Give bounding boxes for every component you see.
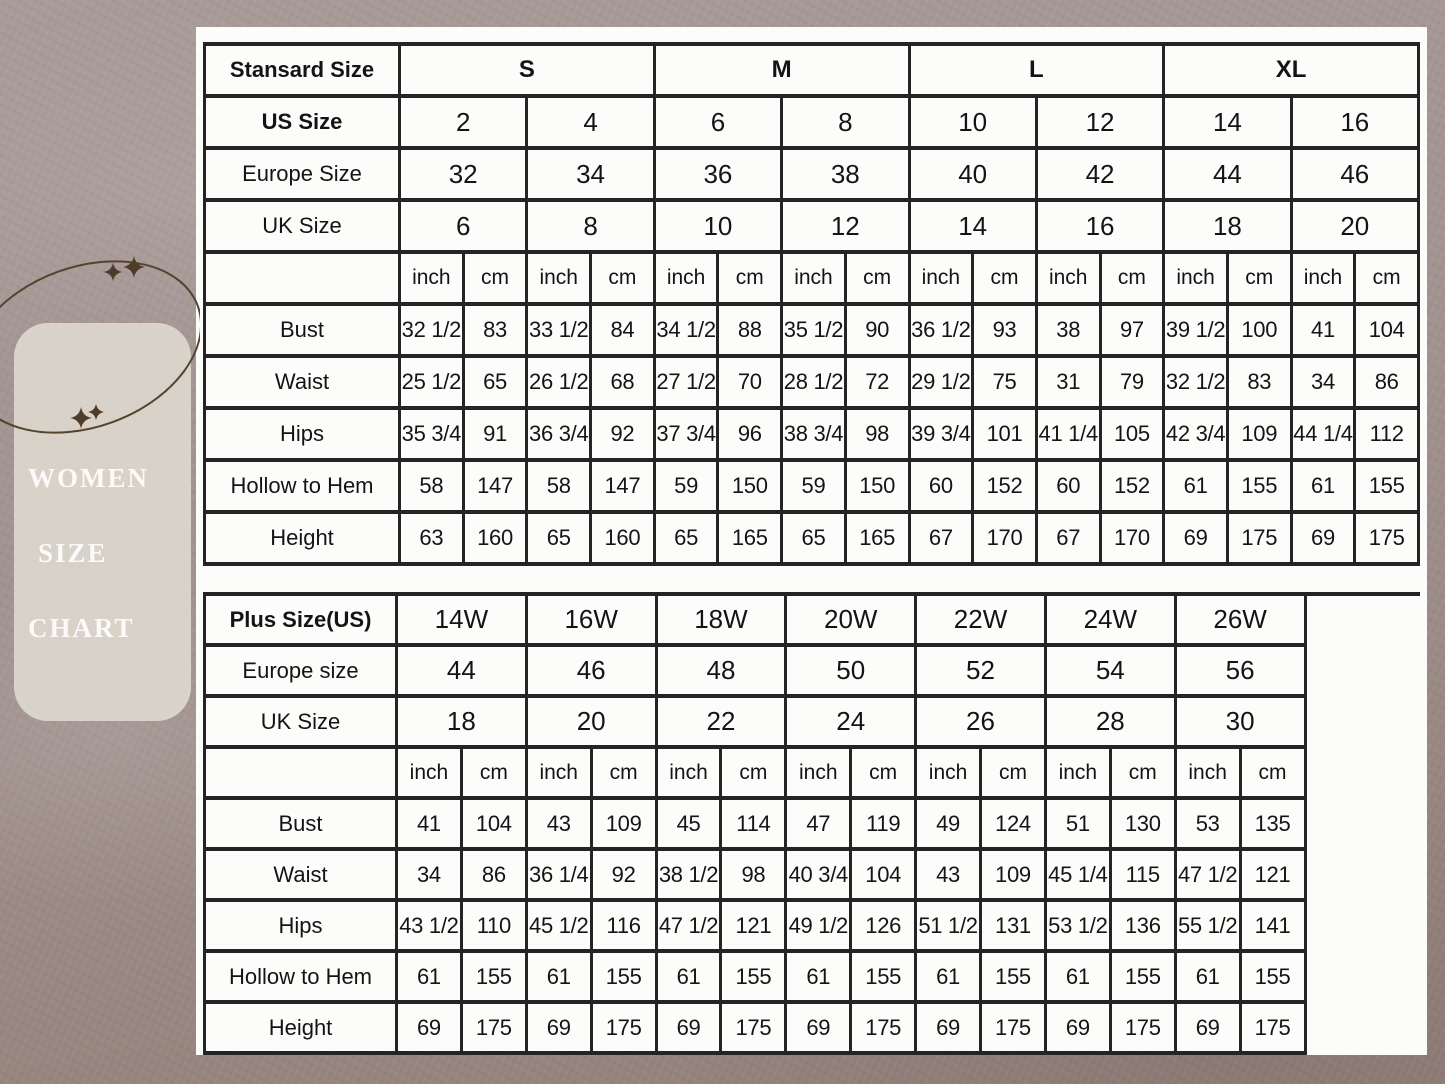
size-value-cell: 14: [909, 200, 1036, 252]
size-value-cell: 44: [1164, 148, 1291, 200]
unit-header-cm: cm: [721, 747, 786, 798]
size-value-cell: 20: [526, 696, 656, 747]
measure-value-cell: 38: [1036, 304, 1100, 356]
unit-header-cm: cm: [1110, 747, 1175, 798]
measure-value-cell: 98: [721, 849, 786, 900]
sparkle-icon: [104, 263, 123, 282]
measure-value-cell: 86: [461, 849, 526, 900]
measure-value-cell: 34 1/2: [654, 304, 718, 356]
measure-value-cell: 155: [981, 951, 1046, 1002]
measure-value-cell: 109: [591, 798, 656, 849]
measure-value-cell: 112: [1355, 408, 1419, 460]
size-value-cell: 22: [656, 696, 786, 747]
measure-value-cell: 31: [1036, 356, 1100, 408]
row-label: Height: [205, 512, 400, 564]
measure-value-cell: 92: [591, 849, 656, 900]
unit-header-cm: cm: [591, 252, 655, 304]
measure-value-cell: 47 1/2: [1175, 849, 1240, 900]
measure-value-cell: 58: [400, 460, 464, 512]
measure-value-cell: 44 1/4: [1291, 408, 1355, 460]
measure-value-cell: 35 3/4: [400, 408, 464, 460]
measure-value-cell: 79: [1100, 356, 1164, 408]
size-value-cell: 2: [400, 96, 527, 148]
measure-value-cell: 155: [591, 951, 656, 1002]
measure-value-cell: 152: [1100, 460, 1164, 512]
size-value-cell: 34: [527, 148, 654, 200]
plus-size-header: 14W: [397, 594, 527, 645]
unit-header-inch: inch: [397, 747, 462, 798]
measure-value-cell: 63: [400, 512, 464, 564]
measure-value-cell: 49 1/2: [786, 900, 851, 951]
measure-value-cell: 39 1/2: [1164, 304, 1228, 356]
measure-value-cell: 83: [1227, 356, 1291, 408]
empty-region: [1305, 594, 1420, 1053]
row-label: Hollow to Hem: [205, 951, 397, 1002]
measure-value-cell: 170: [1100, 512, 1164, 564]
measure-value-cell: 34: [1291, 356, 1355, 408]
measure-value-cell: 116: [591, 900, 656, 951]
measure-value-cell: 47: [786, 798, 851, 849]
measure-value-cell: 32 1/2: [400, 304, 464, 356]
row-label: UK Size: [205, 696, 397, 747]
unit-header-inch: inch: [527, 252, 591, 304]
measure-value-cell: 84: [591, 304, 655, 356]
measure-value-cell: 69: [1164, 512, 1228, 564]
measure-value-cell: 69: [916, 1002, 981, 1053]
measure-value-cell: 69: [786, 1002, 851, 1053]
measure-value-cell: 175: [1227, 512, 1291, 564]
unit-header-cm: cm: [1227, 252, 1291, 304]
measure-value-cell: 147: [463, 460, 527, 512]
measure-value-cell: 175: [721, 1002, 786, 1053]
measure-value-cell: 109: [981, 849, 1046, 900]
measure-value-cell: 69: [1291, 512, 1355, 564]
size-group-header: XL: [1164, 44, 1419, 96]
measure-value-cell: 61: [1164, 460, 1228, 512]
size-value-cell: 20: [1291, 200, 1418, 252]
unit-header-cm: cm: [718, 252, 782, 304]
measure-value-cell: 104: [1355, 304, 1419, 356]
measure-value-cell: 105: [1100, 408, 1164, 460]
measure-value-cell: 90: [845, 304, 909, 356]
unit-header-inch: inch: [654, 252, 718, 304]
size-value-cell: 46: [1291, 148, 1418, 200]
measure-value-cell: 155: [721, 951, 786, 1002]
measure-value-cell: 60: [909, 460, 973, 512]
size-value-cell: 16: [1291, 96, 1418, 148]
title-card: [14, 323, 191, 721]
unit-header-cm: cm: [1100, 252, 1164, 304]
size-value-cell: 6: [400, 200, 527, 252]
size-value-cell: 26: [916, 696, 1046, 747]
unit-header-inch: inch: [1164, 252, 1228, 304]
measure-value-cell: 69: [1045, 1002, 1110, 1053]
measure-value-cell: 170: [973, 512, 1037, 564]
measure-value-cell: 43: [916, 849, 981, 900]
measure-value-cell: 88: [718, 304, 782, 356]
size-value-cell: 42: [1036, 148, 1163, 200]
measure-value-cell: 175: [851, 1002, 916, 1053]
size-value-cell: 50: [786, 645, 916, 696]
title-line-chart: CHART: [28, 613, 135, 643]
measure-value-cell: 101: [973, 408, 1037, 460]
measure-value-cell: 93: [973, 304, 1037, 356]
unit-header-inch: inch: [909, 252, 973, 304]
measure-value-cell: 121: [1240, 849, 1305, 900]
measure-value-cell: 175: [1355, 512, 1419, 564]
measure-value-cell: 55 1/2: [1175, 900, 1240, 951]
size-value-cell: 8: [527, 200, 654, 252]
unit-header-cm: cm: [591, 747, 656, 798]
measure-value-cell: 59: [782, 460, 846, 512]
unit-header-cm: cm: [973, 252, 1037, 304]
size-value-cell: 38: [782, 148, 909, 200]
size-value-cell: 12: [1036, 96, 1163, 148]
size-value-cell: 36: [654, 148, 781, 200]
row-label: Hips: [205, 408, 400, 460]
size-value-cell: 24: [786, 696, 916, 747]
measure-value-cell: 147: [591, 460, 655, 512]
measure-value-cell: 165: [845, 512, 909, 564]
measure-value-cell: 175: [1110, 1002, 1175, 1053]
measure-value-cell: 53: [1175, 798, 1240, 849]
row-label: Waist: [205, 356, 400, 408]
size-value-cell: 4: [527, 96, 654, 148]
measure-value-cell: 43 1/2: [397, 900, 462, 951]
measure-value-cell: 40 3/4: [786, 849, 851, 900]
measure-value-cell: 65: [782, 512, 846, 564]
measure-value-cell: 29 1/2: [909, 356, 973, 408]
row-label: UK Size: [205, 200, 400, 252]
row-label: Height: [205, 1002, 397, 1053]
measure-value-cell: 68: [591, 356, 655, 408]
measure-value-cell: 69: [526, 1002, 591, 1053]
measure-value-cell: 25 1/2: [400, 356, 464, 408]
measure-value-cell: 36 3/4: [527, 408, 591, 460]
measure-value-cell: 67: [1036, 512, 1100, 564]
size-value-cell: 8: [782, 96, 909, 148]
measure-value-cell: 65: [654, 512, 718, 564]
corner-label: Stansard Size: [205, 44, 400, 96]
row-label-empty: [205, 252, 400, 304]
unit-header-cm: cm: [463, 252, 527, 304]
plus-size-header: 16W: [526, 594, 656, 645]
measure-value-cell: 61: [916, 951, 981, 1002]
unit-header-inch: inch: [1045, 747, 1110, 798]
row-label: US Size: [205, 96, 400, 148]
measure-value-cell: 160: [463, 512, 527, 564]
measure-value-cell: 150: [845, 460, 909, 512]
measure-value-cell: 65: [463, 356, 527, 408]
plus-size-header: 22W: [916, 594, 1046, 645]
size-value-cell: 14: [1164, 96, 1291, 148]
row-label: Bust: [205, 798, 397, 849]
size-value-cell: 48: [656, 645, 786, 696]
measure-value-cell: 135: [1240, 798, 1305, 849]
row-label: Bust: [205, 304, 400, 356]
measure-value-cell: 43: [526, 798, 591, 849]
measure-value-cell: 61: [1045, 951, 1110, 1002]
measure-value-cell: 86: [1355, 356, 1419, 408]
page-title: [28, 441, 178, 666]
row-label: Waist: [205, 849, 397, 900]
unit-header-cm: cm: [851, 747, 916, 798]
measure-value-cell: 61: [656, 951, 721, 1002]
measure-value-cell: 131: [981, 900, 1046, 951]
unit-header-inch: inch: [526, 747, 591, 798]
measure-value-cell: 155: [1110, 951, 1175, 1002]
size-value-cell: 56: [1175, 645, 1305, 696]
row-label: Europe size: [205, 645, 397, 696]
measure-value-cell: 175: [591, 1002, 656, 1053]
measure-value-cell: 109: [1227, 408, 1291, 460]
measure-value-cell: 155: [1355, 460, 1419, 512]
measure-value-cell: 175: [981, 1002, 1046, 1053]
measure-value-cell: 83: [463, 304, 527, 356]
measure-value-cell: 36 1/4: [526, 849, 591, 900]
measure-value-cell: 141: [1240, 900, 1305, 951]
measure-value-cell: 72: [845, 356, 909, 408]
measure-value-cell: 155: [461, 951, 526, 1002]
standard-size-table: [203, 42, 1420, 566]
measure-value-cell: 96: [718, 408, 782, 460]
row-label: Hollow to Hem: [205, 460, 400, 512]
measure-value-cell: 26 1/2: [527, 356, 591, 408]
measure-value-cell: 130: [1110, 798, 1175, 849]
plus-size-header: 24W: [1045, 594, 1175, 645]
measure-value-cell: 61: [786, 951, 851, 1002]
measure-value-cell: 39 3/4: [909, 408, 973, 460]
measure-value-cell: 36 1/2: [909, 304, 973, 356]
measure-value-cell: 126: [851, 900, 916, 951]
size-value-cell: 6: [654, 96, 781, 148]
measure-value-cell: 61: [397, 951, 462, 1002]
measure-value-cell: 51: [1045, 798, 1110, 849]
measure-value-cell: 69: [656, 1002, 721, 1053]
size-value-cell: 46: [526, 645, 656, 696]
measure-value-cell: 61: [526, 951, 591, 1002]
measure-value-cell: 45 1/2: [526, 900, 591, 951]
size-value-cell: 54: [1045, 645, 1175, 696]
measure-value-cell: 41: [1291, 304, 1355, 356]
measure-value-cell: 42 3/4: [1164, 408, 1228, 460]
row-label: Europe Size: [205, 148, 400, 200]
size-value-cell: 18: [397, 696, 527, 747]
measure-value-cell: 51 1/2: [916, 900, 981, 951]
measure-value-cell: 155: [1240, 951, 1305, 1002]
measure-value-cell: 32 1/2: [1164, 356, 1228, 408]
size-value-cell: 52: [916, 645, 1046, 696]
measure-value-cell: 100: [1227, 304, 1291, 356]
size-value-cell: 30: [1175, 696, 1305, 747]
size-group-header: L: [909, 44, 1164, 96]
measure-value-cell: 70: [718, 356, 782, 408]
measure-value-cell: 45 1/4: [1045, 849, 1110, 900]
title-line-women: WOMEN: [28, 463, 149, 493]
corner-label: Plus Size(US): [205, 594, 397, 645]
measure-value-cell: 75: [973, 356, 1037, 408]
measure-value-cell: 53 1/2: [1045, 900, 1110, 951]
unit-header-inch: inch: [1036, 252, 1100, 304]
size-group-header: M: [654, 44, 909, 96]
unit-header-cm: cm: [1355, 252, 1419, 304]
size-value-cell: 10: [909, 96, 1036, 148]
measure-value-cell: 41 1/4: [1036, 408, 1100, 460]
measure-value-cell: 58: [527, 460, 591, 512]
measure-value-cell: 104: [461, 798, 526, 849]
unit-header-inch: inch: [400, 252, 464, 304]
size-value-cell: 12: [782, 200, 909, 252]
size-value-cell: 10: [654, 200, 781, 252]
measure-value-cell: 165: [718, 512, 782, 564]
size-value-cell: 28: [1045, 696, 1175, 747]
measure-value-cell: 98: [845, 408, 909, 460]
unit-header-cm: cm: [845, 252, 909, 304]
measure-value-cell: 152: [973, 460, 1037, 512]
measure-value-cell: 69: [1175, 1002, 1240, 1053]
measure-value-cell: 175: [461, 1002, 526, 1053]
measure-value-cell: 175: [1240, 1002, 1305, 1053]
measure-value-cell: 27 1/2: [654, 356, 718, 408]
size-value-cell: 18: [1164, 200, 1291, 252]
measure-value-cell: 104: [851, 849, 916, 900]
measure-value-cell: 91: [463, 408, 527, 460]
measure-value-cell: 60: [1036, 460, 1100, 512]
measure-value-cell: 61: [1291, 460, 1355, 512]
unit-header-inch: inch: [1291, 252, 1355, 304]
plus-size-header: 26W: [1175, 594, 1305, 645]
measure-value-cell: 97: [1100, 304, 1164, 356]
measure-value-cell: 110: [461, 900, 526, 951]
measure-value-cell: 65: [527, 512, 591, 564]
size-value-cell: 32: [400, 148, 527, 200]
measure-value-cell: 67: [909, 512, 973, 564]
measure-value-cell: 35 1/2: [782, 304, 846, 356]
size-value-cell: 16: [1036, 200, 1163, 252]
row-label-empty: [205, 747, 397, 798]
plus-size-table: [203, 592, 1420, 1055]
unit-header-inch: inch: [1175, 747, 1240, 798]
plus-size-header: 18W: [656, 594, 786, 645]
unit-header-cm: cm: [461, 747, 526, 798]
unit-header-cm: cm: [981, 747, 1046, 798]
unit-header-inch: inch: [786, 747, 851, 798]
measure-value-cell: 160: [591, 512, 655, 564]
measure-value-cell: 136: [1110, 900, 1175, 951]
measure-value-cell: 155: [1227, 460, 1291, 512]
unit-header-inch: inch: [782, 252, 846, 304]
measure-value-cell: 38 3/4: [782, 408, 846, 460]
plus-size-header: 20W: [786, 594, 916, 645]
unit-header-inch: inch: [916, 747, 981, 798]
measure-value-cell: 37 3/4: [654, 408, 718, 460]
measure-value-cell: 41: [397, 798, 462, 849]
size-value-cell: 44: [397, 645, 527, 696]
measure-value-cell: 124: [981, 798, 1046, 849]
measure-value-cell: 38 1/2: [656, 849, 721, 900]
title-line-size: SIZE: [38, 538, 108, 568]
measure-value-cell: 61: [1175, 951, 1240, 1002]
measure-value-cell: 34: [397, 849, 462, 900]
measure-value-cell: 155: [851, 951, 916, 1002]
measure-value-cell: 28 1/2: [782, 356, 846, 408]
measure-value-cell: 49: [916, 798, 981, 849]
measure-value-cell: 114: [721, 798, 786, 849]
measure-value-cell: 121: [721, 900, 786, 951]
measure-value-cell: 92: [591, 408, 655, 460]
sparkle-icon: [123, 256, 145, 278]
measure-value-cell: 69: [397, 1002, 462, 1053]
measure-value-cell: 47 1/2: [656, 900, 721, 951]
measure-value-cell: 150: [718, 460, 782, 512]
row-label: Hips: [205, 900, 397, 951]
measure-value-cell: 45: [656, 798, 721, 849]
size-value-cell: 40: [909, 148, 1036, 200]
unit-header-cm: cm: [1240, 747, 1305, 798]
measure-value-cell: 33 1/2: [527, 304, 591, 356]
size-group-header: S: [400, 44, 655, 96]
measure-value-cell: 119: [851, 798, 916, 849]
measure-value-cell: 59: [654, 460, 718, 512]
unit-header-inch: inch: [656, 747, 721, 798]
measure-value-cell: 115: [1110, 849, 1175, 900]
